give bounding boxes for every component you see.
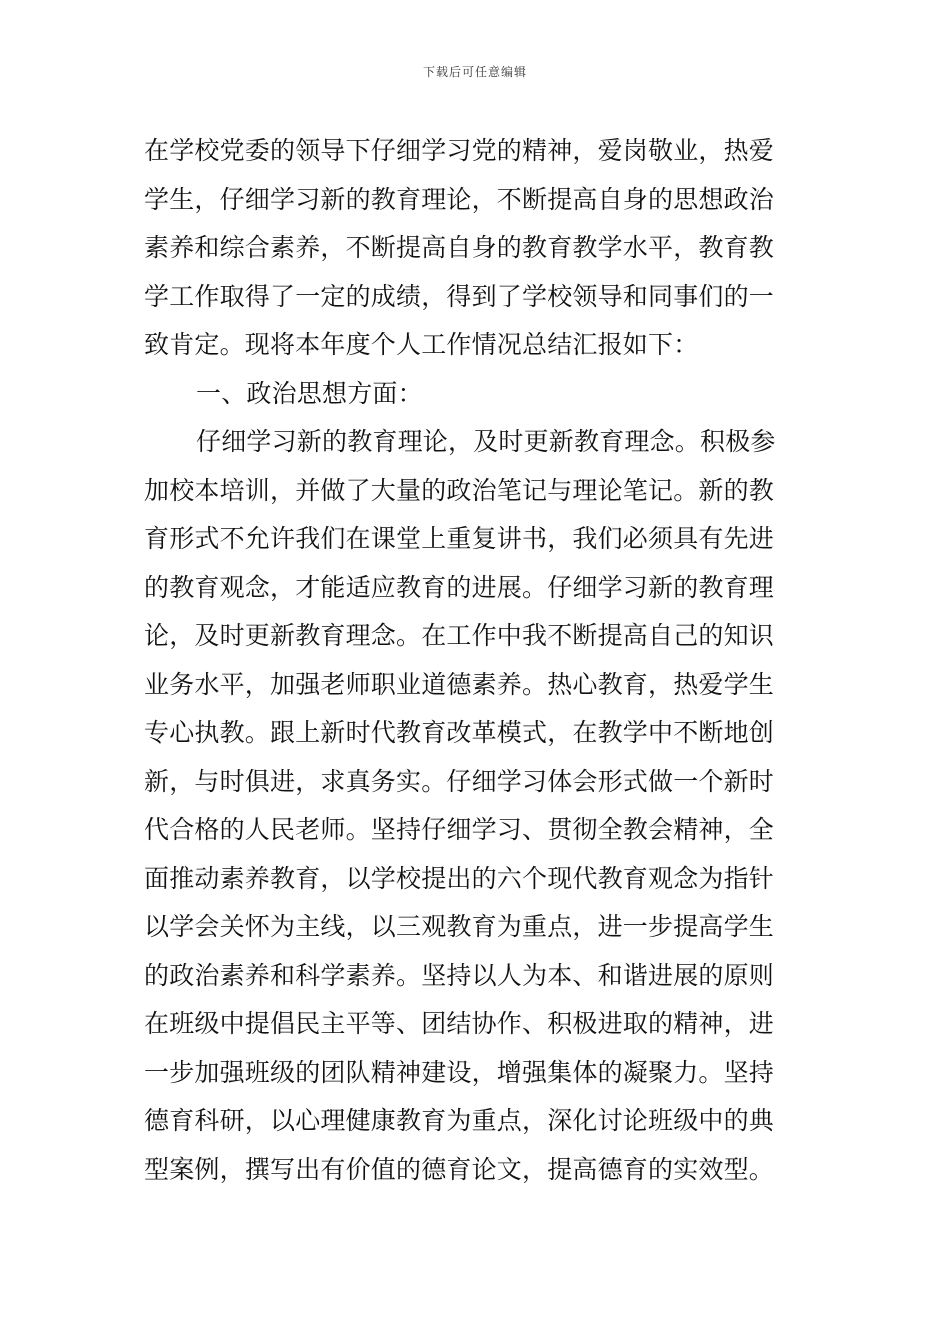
text-line: 德育科研，以心理健康教育为重点，深化讨论班级中的典 (144, 1106, 775, 1135)
text-line: 专心执教。跟上新时代教育改革模式，在教学中不断地创 (144, 718, 775, 747)
text-line: 面推动素养教育，以学校提出的六个现代教育观念为指针 (144, 863, 775, 893)
text-line: 在学校党委的领导下仔细学习党的精神，爱岗敬业，热爱 (144, 136, 775, 165)
text-line: 一步加强班级的团队精神建设，增强集体的凝聚力。坚持 (144, 1057, 775, 1087)
text-line: 代合格的人民老师。坚持仔细学习、贯彻全教会精神，全 (144, 815, 775, 844)
text-line: 新，与时俱进，求真务实。仔细学习体会形式做一个新时 (144, 766, 775, 796)
text-line: 业务水平，加强老师职业道德素养。热心教育，热爱学生 (144, 669, 775, 699)
text-line: 的教育观念，才能适应教育的进展。仔细学习新的教育理 (144, 572, 775, 602)
text-line: 加校本培训，并做了大量的政治笔记与理论笔记。新的教 (144, 475, 775, 505)
text-line: 论，及时更新教育理念。在工作中我不断提高自己的知识 (144, 621, 775, 650)
paragraph-start-line: 仔细学习新的教育理论，及时更新教育理念。积极参 (196, 427, 776, 456)
text-line: 型案例，撰写出有价值的德育论文，提高德育的实效型。 (144, 1154, 775, 1184)
section-heading: 一、政治思想方面： (196, 378, 423, 408)
text-line: 学生，仔细学习新的教育理论，不断提高自身的思想政治 (144, 184, 775, 214)
text-line: 以学会关怀为主线，以三观教育为重点，进一步提高学生 (144, 912, 775, 941)
text-line: 在班级中提倡民主平等、团结协作、积极进取的精神，进 (144, 1009, 775, 1038)
text-line: 育形式不允许我们在课堂上重复讲书，我们必须具有先进 (144, 524, 775, 553)
text-line: 致肯定。现将本年度个人工作情况总结汇报如下： (144, 330, 699, 359)
text-line: 素养和综合素养，不断提高自身的教育教学水平，教育教 (144, 233, 775, 262)
text-line: 的政治素养和科学素养。坚持以人为本、和谐进展的原则 (144, 960, 775, 990)
document-body (144, 127, 814, 1194)
page-header-note: 下载后可任意编辑 (422, 65, 527, 79)
text-line: 学工作取得了一定的成绩，得到了学校领导和同事们的一 (144, 281, 775, 311)
